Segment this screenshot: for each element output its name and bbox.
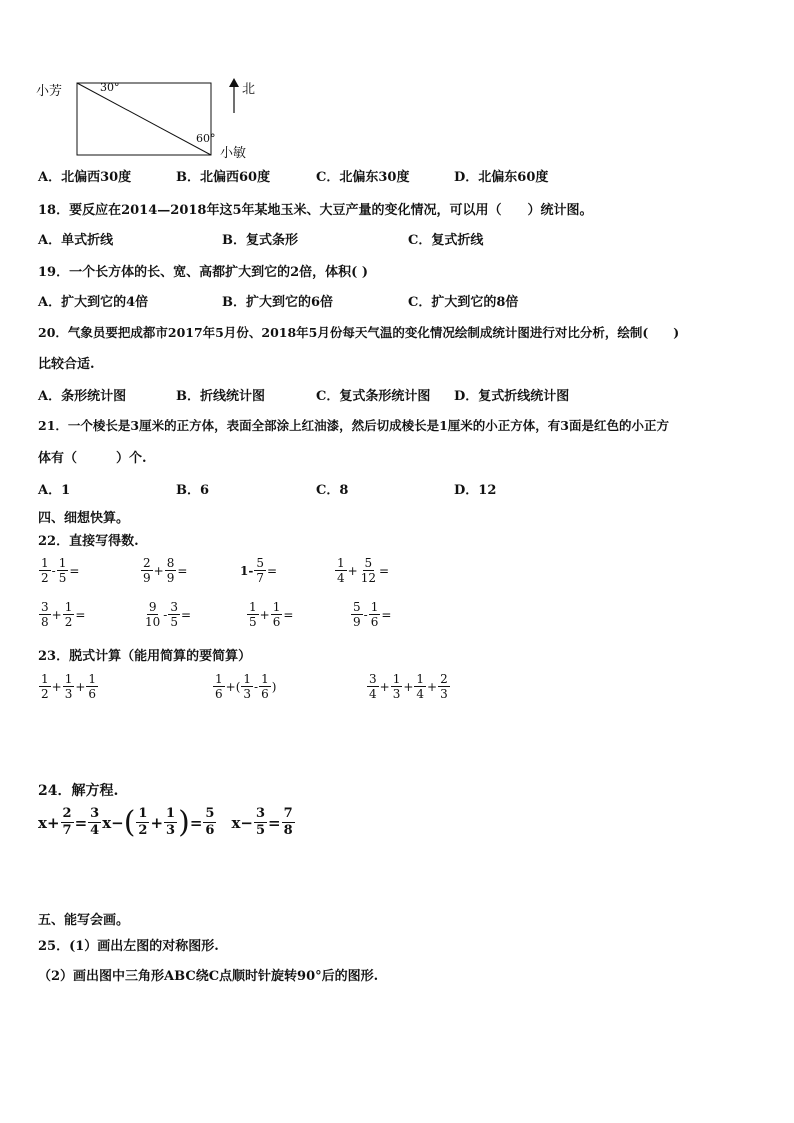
q17-option-a[interactable]: A．北偏西30度 bbox=[38, 170, 132, 185]
q21-option-c[interactable]: C．8 bbox=[316, 483, 349, 498]
label-north: 北 bbox=[242, 82, 256, 97]
q22-item-5: $\frac{3}{8}$ + $\frac{1}{2}$ = bbox=[41, 600, 86, 629]
q20-option-d[interactable]: D．复式折线统计图 bbox=[454, 389, 570, 404]
q22-item-7: $\frac{1}{5}$ + $\frac{1}{6}$ = bbox=[249, 600, 294, 629]
q18-text: 18．要反应在2014—2018年这5年某地玉米、大豆产量的变化情况，可以用（ ）统计图。 bbox=[38, 203, 593, 218]
q18-option-a[interactable]: A．单式折线 bbox=[38, 233, 114, 248]
q19-text: 19．一个长方体的长、宽、高都扩大到它的2倍，体积( ) bbox=[38, 265, 368, 280]
q22-item-2: $\frac{2}{9}$ + $\frac{8}{9}$ = bbox=[143, 556, 188, 585]
q21-option-b[interactable]: B．6 bbox=[176, 483, 210, 498]
direction-figure bbox=[36, 76, 266, 160]
q20-option-a[interactable]: A．条形统计图 bbox=[38, 389, 127, 404]
q20-option-c[interactable]: C．复式条形统计图 bbox=[316, 389, 431, 404]
q22-title: 22．直接写得数. bbox=[38, 534, 139, 549]
q21-line2: 体有（ ）个. bbox=[38, 451, 147, 466]
q17-option-d[interactable]: D．北偏东60度 bbox=[454, 170, 549, 185]
q19-option-b[interactable]: B．扩大到它的6倍 bbox=[222, 295, 334, 310]
q19-option-c[interactable]: C．扩大到它的8倍 bbox=[408, 295, 519, 310]
q23-expr-2: $\frac{1}{6}$ +( $\frac{1}{3}$ - $\frac{1}{6}$ ) bbox=[215, 672, 277, 701]
q18-option-c[interactable]: C．复式折线 bbox=[408, 233, 484, 248]
section-5-title: 五、能写会画。 bbox=[38, 913, 130, 928]
q22-item-6: $\frac{9}{10}$ - $\frac{3}{5}$ = bbox=[145, 600, 192, 629]
angle-60: 60° bbox=[196, 132, 216, 145]
q20-line2: 比较合适. bbox=[38, 357, 95, 372]
q25-line2: （2）画出图中三角形ABC绕C点顺时针旋转90°后的图形. bbox=[38, 969, 379, 984]
rectangle-diagonal bbox=[76, 82, 212, 156]
north-arrow-icon bbox=[228, 78, 240, 114]
label-xiaofang: 小芳 bbox=[36, 84, 63, 99]
q24-equations: x+ $\frac{2}{7}$ = $\frac{3}{4}$ x− ( $\frac{1}{2}$ + $\frac{1}{3}$ ) = $\frac{5}{6}$ x− $\frac{3}{5}$ = $\frac{7}{8}$ bbox=[38, 804, 293, 840]
q23-expr-1: $\frac{1}{2}$ + $\frac{1}{3}$ + $\frac{1}{6}$ bbox=[41, 672, 97, 701]
q22-item-3: 1- $\frac{5}{7}$ = bbox=[240, 556, 278, 585]
q20-option-b[interactable]: B．折线统计图 bbox=[176, 389, 265, 404]
label-xiaomin: 小敏 bbox=[220, 146, 247, 161]
q22-item-8: $\frac{5}{9}$ - $\frac{1}{6}$ = bbox=[353, 600, 392, 629]
q21-option-d[interactable]: D．12 bbox=[454, 483, 497, 498]
q23-title: 23．脱式计算（能用简算的要简算） bbox=[38, 649, 252, 664]
q22-item-1: $\frac{1}{2}$ - $\frac{1}{5}$ = bbox=[41, 556, 80, 585]
q24-title: 24．解方程. bbox=[38, 783, 119, 799]
q19-option-a[interactable]: A．扩大到它的4倍 bbox=[38, 295, 149, 310]
q20-line1: 20．气象员要把成都市2017年5月份、2018年5月份每天气温的变化情况绘制成统计图进行对比分析，绘制( ) bbox=[38, 325, 680, 340]
q18-option-b[interactable]: B．复式条形 bbox=[222, 233, 298, 248]
q17-option-b[interactable]: B．北偏西60度 bbox=[176, 170, 271, 185]
section-4-title: 四、细想快算。 bbox=[38, 511, 130, 526]
q25-line1: 25．(1）画出左图的对称图形. bbox=[38, 939, 219, 954]
angle-30: 30° bbox=[100, 81, 120, 94]
q22-item-4: $\frac{1}{4}$ + $\frac{5}{12}$ = bbox=[337, 556, 390, 585]
q21-line1: 21．一个棱长是3厘米的正方体，表面全部涂上红油漆，然后切成棱长是1厘米的小正方体，有3面是红色的小正方 bbox=[38, 418, 669, 433]
q21-option-a[interactable]: A．1 bbox=[38, 483, 71, 498]
q17-option-c[interactable]: C．北偏东30度 bbox=[316, 170, 410, 185]
q23-expr-3: $\frac{3}{4}$ + $\frac{1}{3}$ + $\frac{1}{4}$ + $\frac{2}{3}$ bbox=[369, 672, 448, 701]
